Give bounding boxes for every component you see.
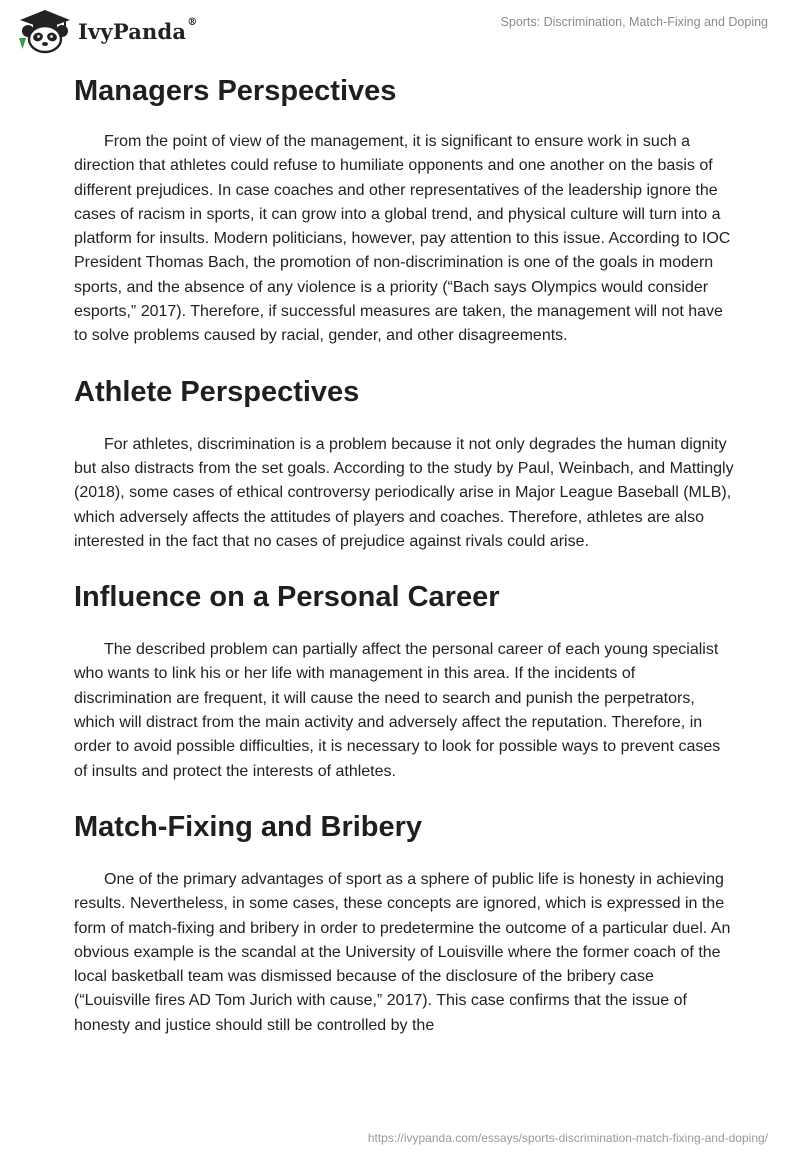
section-paragraph: One of the primary advantages of sport as a sphere of public life is honesty in achieving results. Nevertheless, in some cases, these concepts are ignored, which is expressed in the form of match-fixing and bribery in order to predetermine the outcome of a particular duel. An obvious example is the scandal at the University of Louisville where the former coach of the local basketball team was dismissed because of the disclosure of the bribery case (“Louisville fires AD Tom Jurich with cause,” 2017). This case confirms that the issue of honesty and justice should still be controlled by the [74,870,731,1034]
section-personal-career [74,576,734,784]
section-athlete-perspectives [74,371,734,554]
section-paragraph: The described problem can partially affect the personal career of each young specialist who wants to link his or her life with management in this area. If the incidents of discrimination are frequent, it will cause the need to search and punish the perpetrators, which will distract from the main activity and adversely affect the reputation. Therefore, in order to avoid possible difficulties, it is necessary to look for possible ways to prevent cases of insults and protect the interests of athletes. [74,641,721,780]
section-paragraph: From the point of view of the management, it is significant to ensure work in such a direction that athletes could refuse to humiliate opponents and one another on the basis of different prejudices. In case coaches and other representatives of the leadership ignore the cases of racism in sports, it can grow into a global trend, and physical culture will turn into a platform for insults. Modern politicians, however, pay attention to this issue. According to IOC President Thomas Bach, the promotion of non-discrimination is one of the goals in modern sports, and the absence of any violence is a priority (“Bach says Olympics would consider esports,” 2017). Therefore, if successful measures are taken, the management will not have to solve problems caused by racial, gender, and other disagreements. [74,133,731,345]
essay-content [74,70,734,1038]
logo-wordmark[interactable]: IvyPanda® [78,17,198,44]
source-url[interactable]: https://ivypanda.com/essays/sports-discrimination-match-fixing-and-doping/ [367,1131,768,1145]
section-match-fixing [74,806,734,1038]
section-heading: Athlete Perspectives [74,375,360,408]
page-header [0,0,800,60]
section-heading: Influence on a Personal Career [74,581,500,614]
section-heading: Match-Fixing and Bribery [74,810,423,843]
section-managers-perspectives [74,70,734,349]
document-title: Sports: Discrimination, Match-Fixing and Doping [500,15,768,29]
section-paragraph: For athletes, discrimination is a problem because it not only degrades the human dignity but also distracts from the set goals. According to the study by Paul, Weinbach, and Mattingly (2018), some cases of ethical controversy periodically arise in Major League Baseball (MLB), which adversely affects the attitudes of players and coaches. Therefore, athletes are also interested in the fact that no cases of prejudice against rivals could arise. [74,435,734,550]
section-heading: Managers Perspectives [74,75,397,107]
registered-mark: ® [187,17,198,28]
